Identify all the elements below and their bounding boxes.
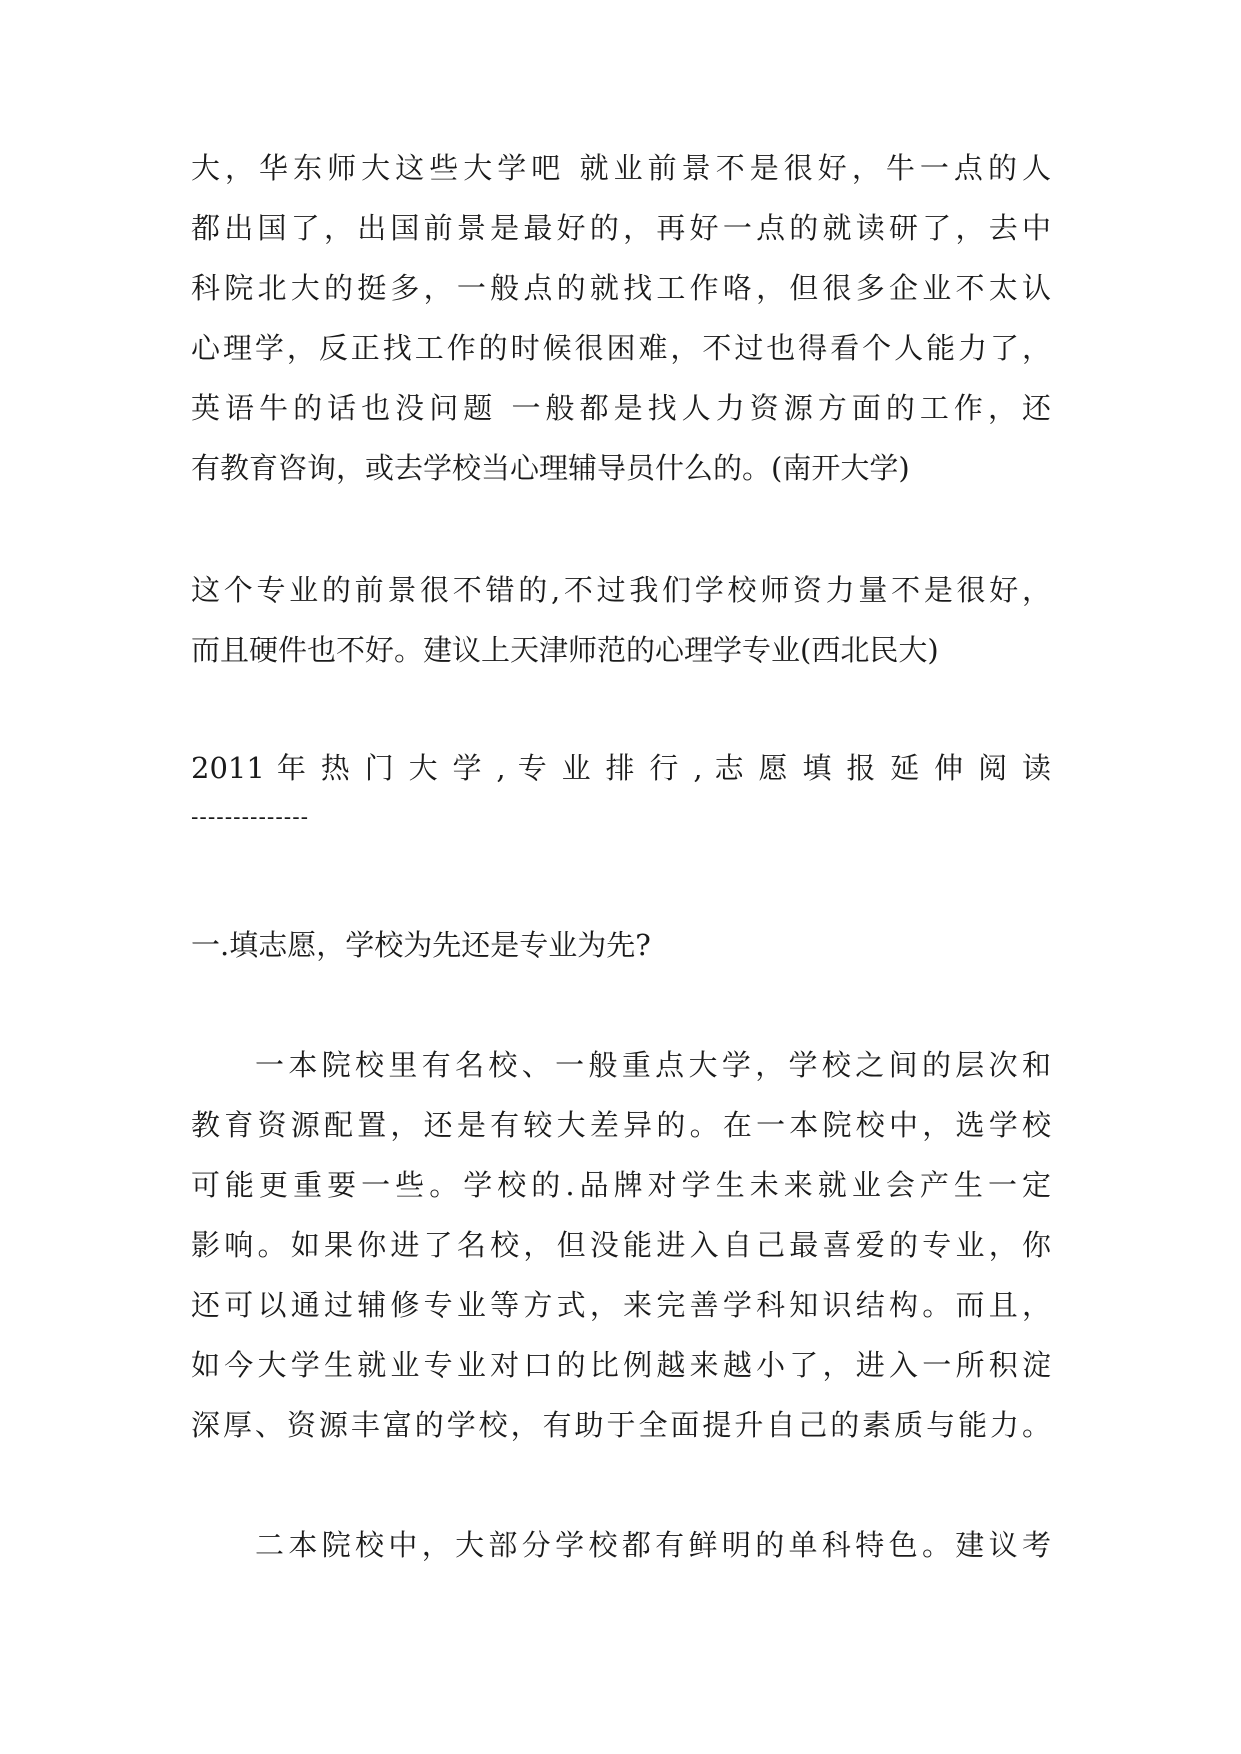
text-line: 科院北大的挺多，一般点的就找工作咯，但很多企业不太认: [191, 271, 1051, 305]
text-line: 2011 年 热 门 大 学 , 专 业 排 行 , 志 愿 填 报 延 伸 阅 读: [191, 751, 1051, 785]
extended-reading-heading: [191, 738, 1051, 798]
text-line: 可能更重要一些。学校的.品牌对学生未来就业会产生一定: [191, 1168, 1051, 1202]
paragraph-faculty-comment: [191, 560, 1051, 680]
paragraph-employment-outlook: [191, 138, 1051, 498]
text-line: 一本院校里有名校、一般重点大学，学校之间的层次和: [255, 1048, 1051, 1082]
text-line: 而且硬件也不好。建议上天津师范的心理学专业(西北民大): [191, 633, 939, 667]
text-line: 二本院校中，大部分学校都有鲜明的单科特色。建议考: [255, 1528, 1051, 1562]
text-line: 这个专业的前景很不错的,不过我们学校师资力量不是很好，: [191, 573, 1051, 607]
text-line: 英语牛的话也没问题 一般都是找人力资源方面的工作，还: [191, 391, 1051, 425]
dashed-rule: --------------: [191, 805, 310, 830]
text-line: 心理学，反正找工作的时候很困难，不过也得看个人能力了，: [191, 331, 1051, 365]
text-line: 有教育咨询，或去学校当心理辅导员什么的。(南开大学): [191, 451, 910, 485]
text-line: 深厚、资源丰富的学校，有助于全面提升自己的素质与能力。: [191, 1408, 1051, 1442]
text-line: 影响。如果你进了名校，但没能进入自己最喜爱的专业，你: [191, 1228, 1051, 1262]
text-line: 教育资源配置，还是有较大差异的。在一本院校中，选学校: [191, 1108, 1051, 1142]
section-title: [191, 915, 1051, 975]
paragraph-tier-one-schools: [191, 1035, 1051, 1455]
text-line: 如今大学生就业专业对口的比例越来越小了，进入一所积淀: [191, 1348, 1051, 1382]
text-line: 大，华东师大这些大学吧 就业前景不是很好，牛一点的人: [191, 151, 1051, 185]
text-line: 还可以通过辅修专业等方式，来完善学科知识结构。而且，: [191, 1288, 1051, 1322]
text-line: 都出国了，出国前景是最好的，再好一点的就读研了，去中: [191, 211, 1051, 245]
paragraph-tier-two-schools: [191, 1515, 1051, 1575]
text-line: 一.填志愿，学校为先还是专业为先?: [191, 928, 651, 962]
